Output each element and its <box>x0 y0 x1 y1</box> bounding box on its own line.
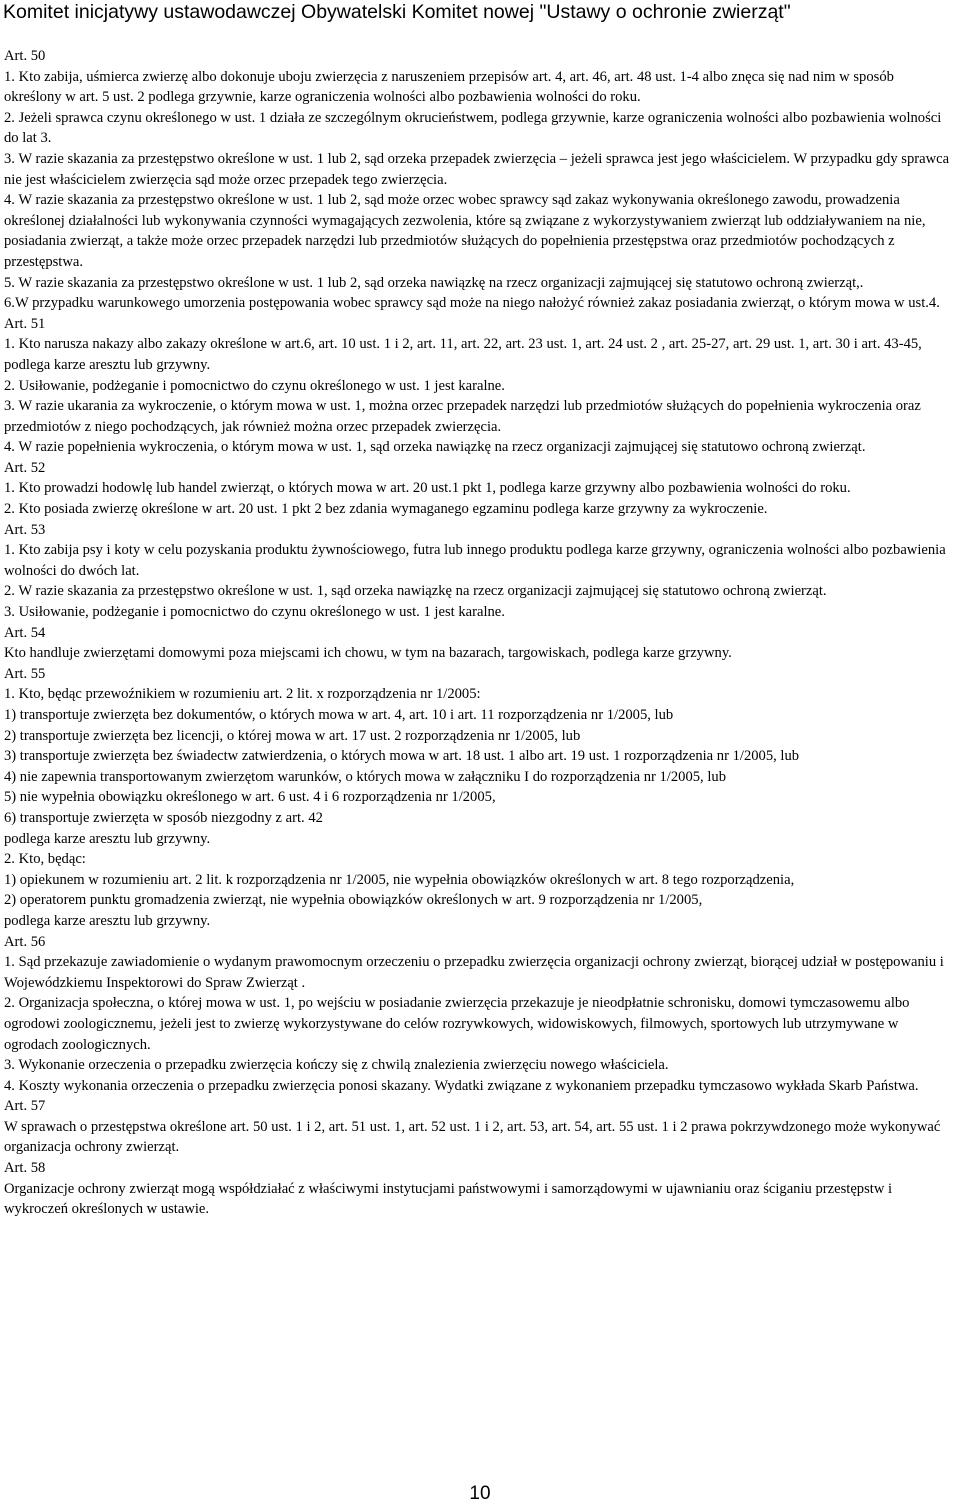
article-heading: Art. 50 <box>4 48 46 64</box>
paragraph: 4. W razie skazania za przestępstwo określone w ust. 1 lub 2, sąd może orzec wobec sprawcy sąd zakaz wykonywania określonego zawodu, prowadzenia określonej działalności lub wykonywania czynności wymagających zezwolenia, które są związane z wykorzystywaniem zwierząt lub oddziaływaniem na nie, posiadania zwierząt, a także może orzec przepadek narzędzi lub przedmiotów służących do popełnienia przestępstwa oraz przedmiotów pochodzących z przestępstwa. <box>4 192 926 270</box>
paragraph: 2) operatorem punktu gromadzenia zwierząt, nie wypełnia obowiązków określonych w art. 9 rozporządzenia nr 1/2005, <box>4 892 703 909</box>
paragraph: 2) transportuje zwierzęta bez licencji, o której mowa w art. 17 ust. 2 rozporządzenia nr 1/2005, lub <box>4 727 581 744</box>
article-heading: Art. 53 <box>4 521 46 538</box>
paragraph: 3. Usiłowanie, podżeganie i pomocnictwo do czynu określonego w ust. 1 jest karalne. <box>4 604 505 621</box>
paragraph: 1) opiekunem w rozumieniu art. 2 lit. k rozporządzenia nr 1/2005, nie wypełnia obowiązków określonych w art. 8 tego rozporządzenia, <box>4 871 795 888</box>
article-heading: Art. 51 <box>4 315 46 332</box>
paragraph: 4. Koszty wykonania orzeczenia o przepadku zwierzęcia ponosi skazany. Wydatki związane z wykonaniem przepadku tymczasowo wykłada Skarb Państwa. <box>4 1077 919 1094</box>
paragraph: 1. Kto, będąc przewoźnikiem w rozumieniu art. 2 lit. x rozporządzenia nr 1/2005: <box>4 686 481 703</box>
page-number: 10 <box>469 1483 491 1504</box>
document-header: Komitet inicjatywy ustawodawczej Obywatelski Komitet nowej "Ustawy o ochronie zwierząt" <box>3 1 791 23</box>
article-heading: Art. 52 <box>4 459 46 476</box>
paragraph: 2. Usiłowanie, podżeganie i pomocnictwo do czynu określonego w ust. 1 jest karalne. <box>4 377 505 394</box>
paragraph: 2. Jeżeli sprawca czynu określonego w ust. 1 działa ze szczególnym okrucieństwem, podlega grzywnie, karze ograniczenia wolności albo pozbawienia wolności do lat 3. <box>4 109 942 147</box>
article-heading: Art. 58 <box>4 1160 46 1177</box>
paragraph: 2. Kto posiada zwierzę określone w art. 20 ust. 1 pkt 2 bez zdania wymaganego egzaminu podlega karze grzywny za wykroczenie. <box>4 501 768 518</box>
paragraph: 6) transportuje zwierzęta w sposób niezgodny z art. 42 <box>4 809 323 826</box>
paragraph: 1. Kto prowadzi hodowlę lub handel zwierząt, o których mowa w art. 20 ust.1 pkt 1, podlega karze grzywny albo pozbawienia wolności do roku. <box>4 480 851 497</box>
paragraph: 1. Sąd przekazuje zawiadomienie o wydanym prawomocnym orzeczeniu o przepadku zwierzęcia organizacji ochrony zwierząt, biorącej udział w postępowaniu i Wojewódzkiemu Inspektorowi do Spraw Zwierząt . <box>4 954 944 991</box>
paragraph: 1) transportuje zwierzęta bez dokumentów, o których mowa w art. 4, art. 10 i art. 11 rozporządzenia nr 1/2005, lub <box>4 707 674 723</box>
paragraph: podlega karze aresztu lub grzywny. <box>4 912 211 929</box>
paragraph: W sprawach o przestępstwa określone art. 50 ust. 1 i 2, art. 51 ust. 1, art. 52 ust. 1 i 2, art. 53, art. 54, art. 55 ust. 1 i 2 prawa pokrzywdzonego może wykonywać organizacja ochrony zwierząt. <box>4 1118 941 1156</box>
article-heading: Art. 56 <box>4 933 46 950</box>
article-heading: Art. 57 <box>4 1098 46 1115</box>
paragraph: 3) transportuje zwierzęta bez świadectw zatwierdzenia, o których mowa w art. 18 ust. 1 albo art. 19 ust. 1 rozporządzenia nr 1/2005, lub <box>4 748 800 765</box>
paragraph: 4. W razie popełnienia wykroczenia, o którym mowa w ust. 1, sąd orzeka nawiązkę na rzecz organizacji zajmującej się statutowo ochroną zwierząt. <box>4 439 866 456</box>
paragraph: 3. W razie skazania za przestępstwo określone w ust. 1 lub 2, sąd orzeka przepadek zwierzęcia – jeżeli sprawca jest jego właścicielem. W przypadku gdy sprawca nie jest właścicielem zwierzęcia sąd może orzec przepadek tego zwierzęcia. <box>4 150 950 188</box>
article-heading: Art. 55 <box>4 665 46 682</box>
paragraph: 5) nie wypełnia obowiązku określonego w art. 6 ust. 4 i 6 rozporządzenia nr 1/2005, <box>4 789 496 806</box>
paragraph: Organizacje ochrony zwierząt mogą współdziałać z właściwymi instytucjami państwowymi i samorządowymi w ujawnianiu oraz ściganiu przestępstw i wykroczeń określonych w ustawie. <box>4 1180 893 1218</box>
paragraph: 2. Organizacja społeczna, o której mowa w ust. 1, po wejściu w posiadanie zwierzęcia przekazuje je nieodpłatnie schronisku, domowi tymczasowemu albo ogrodowi zoologicznemu, jeżeli jest to zwierzę wykorzystywane do celów rozrywkowych, widowiskowych, filmowych, sportowych lub utrzymywane w ogrodach zoologicznych. <box>4 995 910 1053</box>
paragraph: 6.W przypadku warunkowego umorzenia postępowania wobec sprawcy sąd może na niego nałożyć również zakaz posiadania zwierząt, o którym mowa w ust.4. <box>4 295 940 312</box>
paragraph: podlega karze aresztu lub grzywny. <box>4 830 211 847</box>
paragraph: 5. W razie skazania za przestępstwo określone w ust. 1 lub 2, sąd orzeka nawiązkę na rzecz organizacji zajmującej się statutowo ochroną zwierząt,. <box>4 274 864 291</box>
paragraph: 1. Kto zabija psy i koty w celu pozyskania produktu żywnościowego, futra lub innego produktu podlega karze grzywny, ograniczenia wolności albo pozbawienia wolności do dwóch lat. <box>4 542 946 579</box>
paragraph: 2. W razie skazania za przestępstwo określone w ust. 1, sąd orzeka nawiązkę na rzecz organizacji zajmującej się statutowo ochroną zwierząt. <box>4 583 827 600</box>
paragraph: 2. Kto, będąc: <box>4 851 86 868</box>
paragraph: 1. Kto zabija, uśmierca zwierzę albo dokonuje uboju zwierzęcia z naruszeniem przepisów art. 4, art. 46, art. 48 ust. 1-4 albo znęca się nad nim w sposób określony w art. 5 ust. 2 podlega grzywnie, karze ograniczenia wolności albo pozbawienia wolności do roku. <box>4 68 894 106</box>
article-heading: Art. 54 <box>4 624 46 641</box>
paragraph: 4) nie zapewnia transportowanym zwierzętom warunków, o których mowa w załączniku I do rozporządzenia nr 1/2005, lub <box>4 768 726 785</box>
paragraph: 3. W razie ukarania za wykroczenie, o którym mowa w ust. 1, można orzec przepadek narzędzi lub przedmiotów służących do popełnienia wykroczenia oraz przedmiotów z niego pochodzących, jak również można orzec przepadek zwierzęcia. <box>4 398 921 435</box>
paragraph: Kto handluje zwierzętami domowymi poza miejscami ich chowu, w tym na bazarach, targowiskach, podlega karze grzywny. <box>4 645 732 662</box>
paragraph: 3. Wykonanie orzeczenia o przepadku zwierzęcia kończy się z chwilą znalezienia zwierzęciu nowego właściciela. <box>4 1057 669 1074</box>
paragraph: 1. Kto narusza nakazy albo zakazy określone w art.6, art. 10 ust. 1 i 2, art. 11, art. 22, art. 23 ust. 1, art. 24 ust. 2 , art. 25-27, art. 29 ust. 1, art. 30 i art. 43-45, podlega karze aresztu lub grzywny. <box>4 336 922 373</box>
document-body <box>4 46 954 1220</box>
